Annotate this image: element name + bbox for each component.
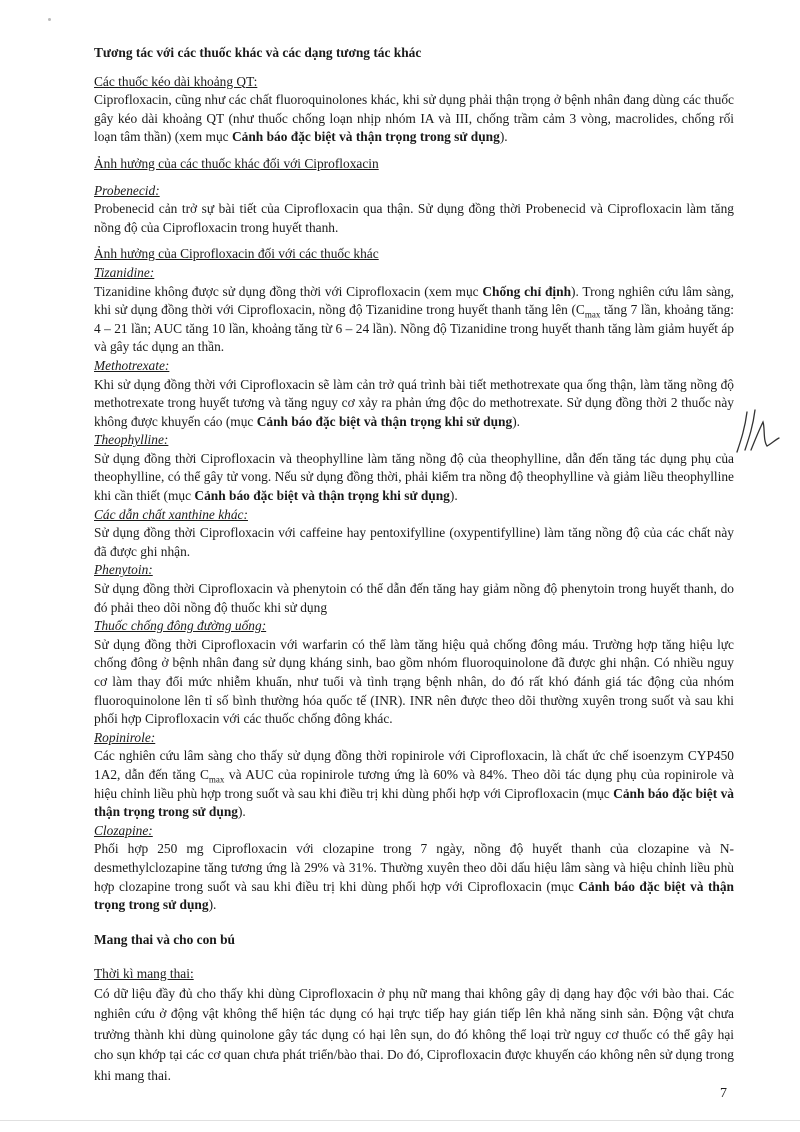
xanthine-heading: Các dẫn chất xanthine khác: (94, 506, 248, 522)
qt-heading: Các thuốc kéo dài khoảng QT: (94, 73, 258, 89)
clozapine-heading: Clozapine: (94, 822, 153, 838)
xanthine-paragraph: Sử dụng đồng thời Ciprofloxacin với caffeine hay pentoxifylline (oxypentifylline) làm tăng nồng độ của các chất này đã được ghi nhận. (94, 525, 734, 559)
probenecid-paragraph: Probenecid cản trở sự bài tiết của Ciprofloxacin qua thận. Sử dụng đồng thời Probenecid và Ciprofloxacin làm tăng nồng độ của Ciprofloxacin trong huyết thanh. (94, 201, 734, 235)
clozapine-paragraph: Phối hợp 250 mg Ciprofloxacin với clozapine trong 7 ngày, nồng độ huyết thanh của clozapine và N-desmethylclozapine tăng tương ứng là 29% và 31%. Thường xuyên theo dõi dấu hiệu lâm sàng và hiệu chỉnh liều phù hợp clozapine trong suốt và sau khi điều trị khi dùng phối hợp với Ciprofloxacin (mục Cảnh báo đặc biệt và thận trọng trong sử dụng). (94, 841, 734, 913)
qt-paragraph: Ciprofloxacin, cũng như các chất fluoroquinolones khác, khi sử dụng phải thận trọng ở bệnh nhân đang dùng các thuốc gây kéo dài khoảng QT (như thuốc chống loạn nhịp nhóm IA và III, chống trầm cảm 3 vòng, macrolides, chống rối loạn tâm thần) (xem mục Cảnh báo đặc biệt và thận trọng trong sử dụng). (94, 92, 734, 145)
theophylline-heading: Theophylline: (94, 432, 169, 448)
ropinirole-heading: Ropinirole: (94, 729, 156, 745)
probenecid-heading: Probenecid: (94, 182, 160, 198)
pregnancy-heading: Thời kì mang thai: (94, 966, 194, 982)
ropinirole-paragraph: Các nghiên cứu lâm sàng cho thấy sử dụng đồng thời ropinirole với Ciprofloxacin, là chất ức chế isoenzym CYP450 1A2, dẫn đến tăng $C_{max}$ và AUC của ropinirole tương ứng là 60% và 84%. Theo dõi tác dụng phụ của ropinirole và hiệu chỉnh liều phù hợp trong suốt và sau khi điều trị khi dùng phối hợp với Ciprofloxacin (mục Cảnh báo đặc biệt và thận trọng trong sử dụng). (94, 748, 735, 820)
anticoag-paragraph: Sử dụng đồng thời Ciprofloxacin với warfarin có thể làm tăng hiệu quả chống đông máu. Trường hợp tăng hiệu lực chống đông ở bệnh nhân đang sử dụng kháng sinh, bao gồm nhóm fluoroquinolone đã được ghi nhận. Có nhiều nguy cơ làm thay đổi mức nhiễm khuẩn, như tuổi và tình trạng bệnh nhân, do đó rất khó đánh giá tác động của nhóm fluoroquinolone lên tỉ số bình thường hóa quốc tế (INR). INR nên được theo dõi thường xuyên trong suốt và sau khi phối hợp Ciprofloxacin với các thuốc chống đông khác. (94, 636, 734, 727)
scan-speck (48, 18, 51, 21)
methotrexate-paragraph: Khi sử dụng đồng thời với Ciprofloxacin sẽ làm cản trở quá trình bài tiết methotrexate qua ống thận, làm tăng nồng độ methotrexate trong huyết tương và tăng nguy cơ xảy ra phản ứng độc do methotrexate. Sử dụng đồng thời 2 thuốc này không được khuyến cáo (mục Cảnh báo đặc biệt và thận trọng khi sử dụng). (94, 376, 734, 429)
section-title: Tương tác với các thuốc khác và các dạng tương tác khác (94, 45, 422, 60)
page-number: 7 (720, 1086, 727, 1101)
phenytoin-heading: Phenytoin: (94, 562, 153, 578)
methotrexate-heading: Methotrexate: (94, 357, 170, 373)
cipro-on-others-heading: Ảnh hưởng của Ciprofloxacin đối với các thuốc khác (94, 246, 379, 262)
page-bottom-edge (0, 1120, 800, 1121)
others-on-cipro-heading: Ảnh hưởng của các thuốc khác đối với Ciprofloxacin (94, 155, 379, 171)
qt-ref: Cảnh báo đặc biệt và thận trọng trong sử dụng (231, 129, 500, 145)
phenytoin-paragraph: Sử dụng đồng thời Ciprofloxacin và phenytoin có thể dẫn đến tăng hay giảm nồng độ phenytoin trong huyết thanh, do đó phải theo dõi nồng độ thuốc khi sử dụng (94, 581, 734, 615)
pregnancy-title: Mang thai và cho con bú (94, 931, 235, 947)
tizanidine-paragraph: Tizanidine không được sử dụng đồng thời với Ciprofloxacin (xem mục Chống chỉ định). Trong nghiên cứu lâm sàng, khi sử dụng đồng thời với Ciprofloxacin, nồng độ Tizanidine trong huyết thanh tăng lên ($C_{max}$ tăng 7 lần, khoảng tăng: 4 – 21 lần; AUC tăng 10 lần, khoảng tăng từ 6 – 24 lần). Nồng độ Tizanidine trong huyết thanh tăng làm giảm huyết áp và gây tác dụng an thần. (94, 283, 735, 355)
pregnancy-paragraph: Có dữ liệu đầy đủ cho thấy khi dùng Ciprofloxacin ở phụ nữ mang thai không gây dị dạng hay độc với bào thai. Các nghiên cứu ở động vật không thể hiện tác dụng có hại trực tiếp hay gián tiếp lên khả năng sinh sản. Động vật chưa trưởng thành khi dùng quinolone gây tác dụng có hại lên sụn, do đó không thể loại trừ nguy cơ thuốc có thể gây hại cho sụn khớp tại các cơ quan chưa phát triển/bào thai. Do đó, Ciprofloxacin được khuyến cáo không nên sử dụng trong khi mang thai. (94, 985, 734, 1083)
tizanidine-heading: Tizanidine: (94, 264, 155, 280)
document-body (94, 44, 734, 1086)
anticoag-heading: Thuốc chống đông đường uống: (94, 618, 267, 634)
handwritten-signature (733, 400, 781, 460)
theophylline-paragraph: Sử dụng đồng thời Ciprofloxacin và theophylline làm tăng nồng độ của theophylline, dẫn đến tăng tác dụng phụ của theophylline, có thể gây tử vong. Nếu sử dụng đồng thời, phải kiểm tra nồng độ theophylline và giảm liều theophylline khi cần thiết (mục Cảnh báo đặc biệt và thận trọng khi sử dụng). (94, 450, 734, 504)
